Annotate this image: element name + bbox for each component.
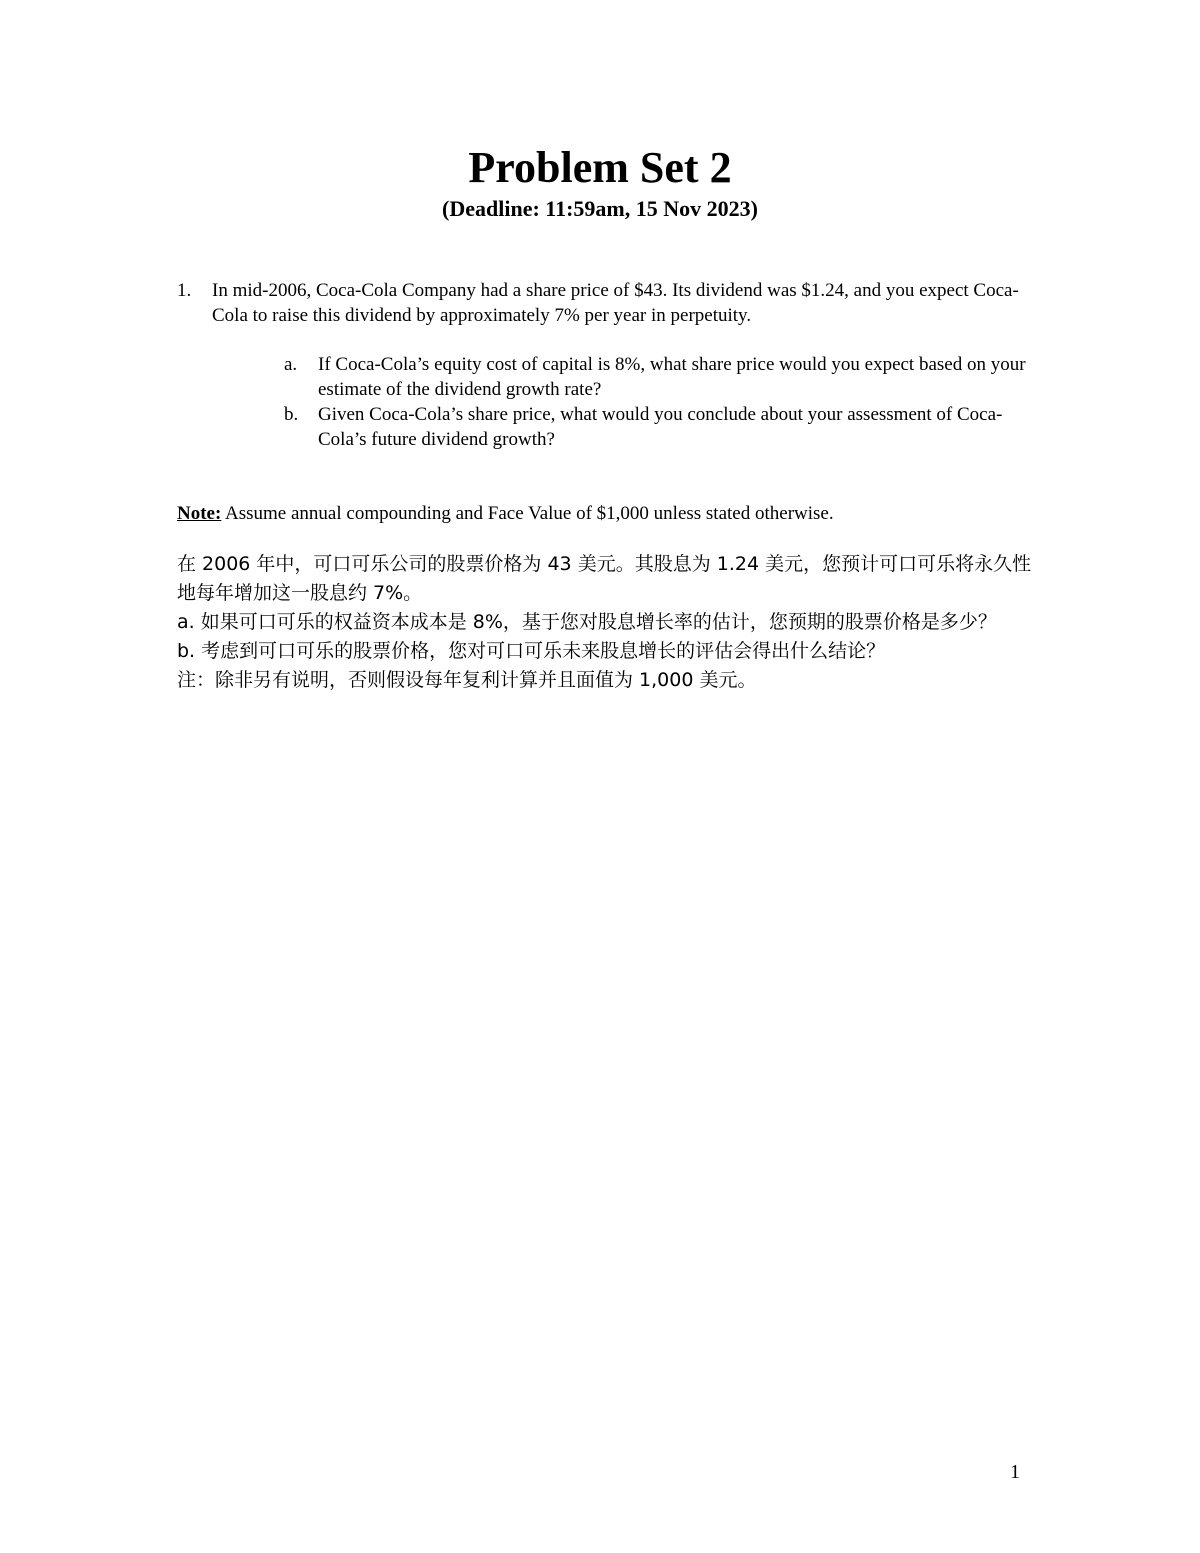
chinese-part-b: b. 考虑到可口可乐的股票价格，您对可口可乐未来股息增长的评估会得出什么结论？ xyxy=(177,640,886,662)
question-text: In mid-2006, Coca-Cola Company had a share price of $43. Its dividend was $1.24, and you expect Coca-Cola to raise this dividend by approximately 7% per year in perpetuity. xyxy=(212,280,1019,326)
part-a-text: If Coca-Cola’s equity cost of capital is 8%, what share price would you expect based on your estimate of the dividend growth rate? xyxy=(318,354,1026,400)
note-label: Note: xyxy=(177,503,222,524)
chinese-translation xyxy=(177,550,1037,695)
page-number: 1 xyxy=(1010,1461,1020,1483)
part-b-letter: b. xyxy=(284,404,299,425)
chinese-part-a: a. 如果可口可乐的权益资本成本是 8%，基于您对股息增长率的估计，您预期的股票价格是多少？ xyxy=(177,611,997,633)
chinese-question: 在 2006 年中，可口可乐公司的股票价格为 43 美元。其股息为 1.24 美元，您预计可口可乐将永久性地每年增加这一股息约 7%。 xyxy=(177,553,1032,604)
deadline-subtitle: (Deadline: 11:59am, 15 Nov 2023) xyxy=(442,196,758,221)
chinese-note: 注：除非另有说明，否则假设每年复利计算并且面值为 1,000 美元。 xyxy=(177,669,757,691)
page-title: Problem Set 2 xyxy=(468,143,732,192)
part-b-text: Given Coca-Cola’s share price, what would you conclude about your assessment of Coca-Cola’s future dividend growth? xyxy=(318,404,1003,450)
question-number: 1. xyxy=(177,280,192,301)
note-paragraph xyxy=(177,501,1057,526)
note-text: Assume annual compounding and Face Value of $1,000 unless stated otherwise. xyxy=(221,503,834,524)
part-a-letter: a. xyxy=(284,354,298,375)
